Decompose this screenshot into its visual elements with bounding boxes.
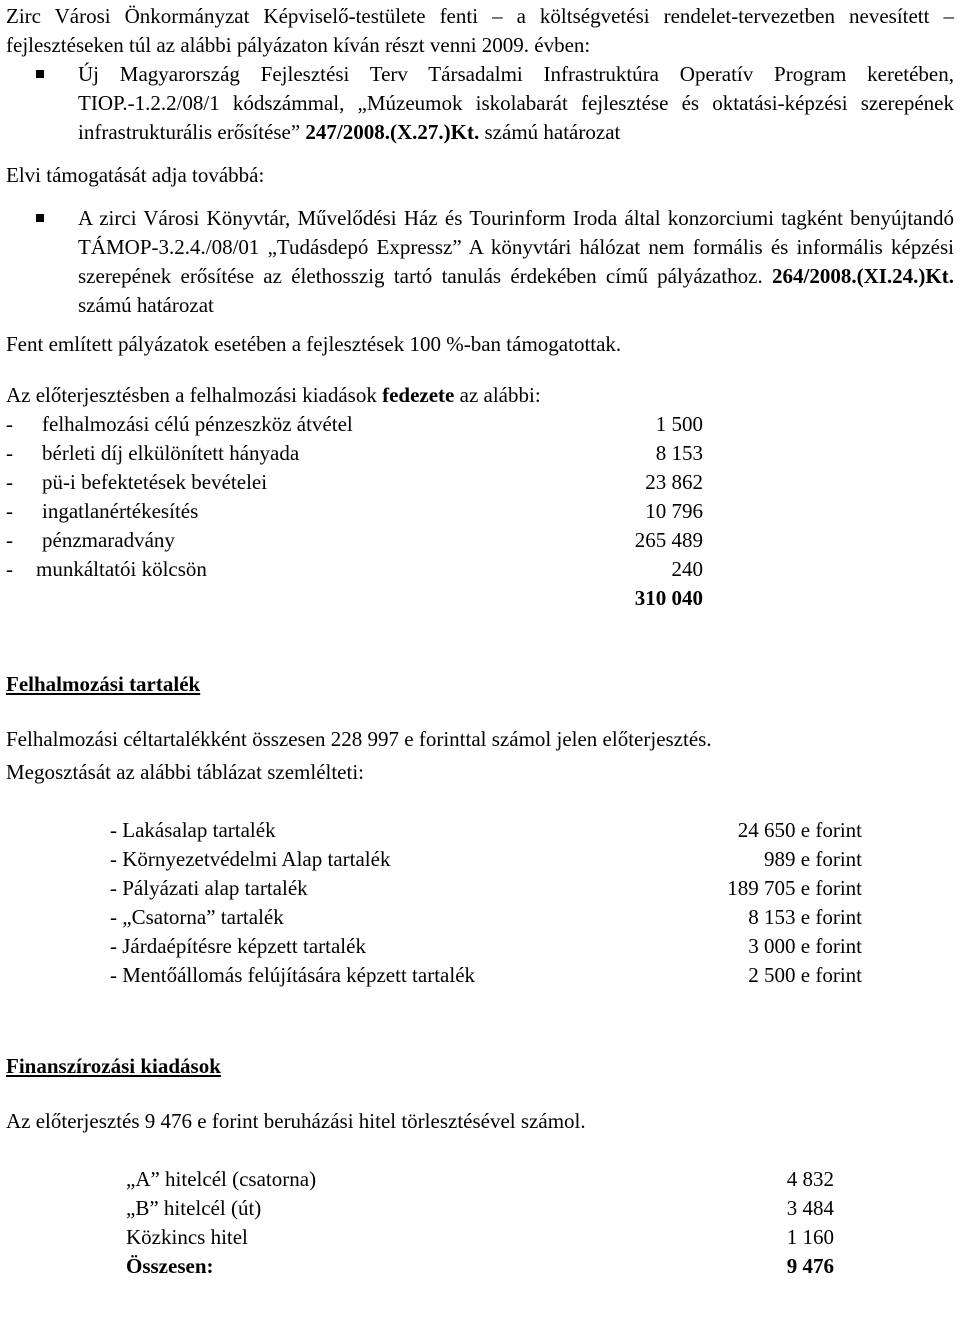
funding-value: 8 153 [655, 441, 703, 465]
funding-label: felhalmozási célú pénzeszköz átvétel [42, 412, 353, 436]
funding-total: 310 040 [634, 586, 703, 610]
funding-value: 23 862 [645, 470, 703, 494]
reserve-text: Felhalmozási céltartalékként összesen 228 997 e forinttal számol jelen előterjesztés. [6, 727, 712, 751]
funding-value: 240 [671, 557, 703, 581]
financing-label: „B” hitelcél (út) [126, 1196, 262, 1220]
bullet-tiop-suffix: számú határozat [484, 120, 621, 144]
table-row [126, 1165, 834, 1194]
financing-text: Az előterjesztés 9 476 e forint beruházási hitel törlesztésével számol. [6, 1109, 586, 1133]
list-item: - bérleti díj elkülönített hányada 8 153 [6, 439, 703, 468]
intro-paragraph: Zirc Városi Önkormányzat Képviselő-testülete fenti – a költségvetési rendelet-tervezetben nevesített – fejlesztéseken túl az alábbi pályázaton kíván részt venni 2009. évben: [6, 4, 954, 57]
reserve-label: - Környezetvédelmi Alap tartalék [110, 847, 391, 871]
bullet-tiop-resolution: 247/2008.(X.27.)Kt. [305, 120, 480, 144]
list-item: - felhalmozási célú pénzeszköz átvétel 1 500 [6, 410, 703, 439]
funding-intro [6, 381, 954, 410]
list-item: - pü-i befektetések bevételei 23 862 [6, 468, 703, 497]
table-row [110, 961, 862, 990]
reserve-label: - Mentőállomás felújítására képzett tartalék [110, 963, 476, 987]
table-row [110, 845, 862, 874]
document-page [6, 2, 954, 1281]
table-row [110, 816, 862, 845]
list-item: - ingatlanértékesítés 10 796 [6, 497, 703, 526]
financing-value: 4 832 [786, 1167, 834, 1191]
reserve-label: - „Csatorna” tartalék [110, 905, 284, 929]
table-row [110, 932, 862, 961]
reserve-value: 3 000 e forint [748, 934, 862, 958]
funding-label: pénzmaradvány [42, 528, 175, 552]
funding-intro-bold: fedezete [382, 383, 455, 407]
funding-value: 1 500 [655, 412, 703, 436]
list-item: - pénzmaradvány 265 489 [6, 526, 703, 555]
reserve-label: - Járdaépítésre képzett tartalék [110, 934, 366, 958]
bullet-tamop-resolution: 264/2008.(XI.24.)Kt. [772, 264, 955, 288]
table-row [110, 903, 862, 932]
bullet-tamop-suffix: számú határozat [78, 293, 214, 317]
support-note: Fent említett pályázatok esetében a fejlesztések 100 %-ban támogatottak. [6, 332, 622, 356]
reserve-value: 8 153 e forint [748, 905, 862, 929]
funding-label: bérleti díj elkülönített hányada [42, 441, 300, 465]
financing-label: „A” hitelcél (csatorna) [126, 1167, 317, 1191]
funding-intro-text: Az előterjesztésben a felhalmozási kiadások [6, 383, 377, 407]
bullet-tiop [6, 60, 954, 147]
funding-value: 265 489 [634, 528, 703, 552]
financing-value: 3 484 [786, 1196, 834, 1220]
support-intro: Elvi támogatását adja továbbá: [6, 163, 265, 187]
financing-total-label: Összesen: [126, 1254, 214, 1278]
financing-total-value: 9 476 [786, 1254, 834, 1278]
reserve-table [110, 816, 862, 990]
financing-label: Közkincs hitel [126, 1225, 248, 1249]
financing-value: 1 160 [786, 1225, 834, 1249]
financing-total-row [126, 1252, 834, 1281]
funding-label: munkáltatói kölcsön [36, 557, 207, 581]
reserve-label: - Lakásalap tartalék [110, 818, 276, 842]
reserve-value: 989 e forint [764, 847, 862, 871]
financing-table [126, 1165, 834, 1281]
list-item: - munkáltatói kölcsön 240 [6, 555, 703, 584]
reserve-label: - Pályázati alap tartalék [110, 876, 308, 900]
reserve-table-intro: Megosztását az alábbi táblázat szemlélteti: [6, 760, 365, 784]
funding-total-row [6, 584, 703, 613]
reserve-heading: Felhalmozási tartalék [6, 672, 201, 696]
square-bullet-icon [36, 70, 44, 78]
table-row [126, 1194, 834, 1223]
financing-heading: Finanszírozási kiadások [6, 1054, 221, 1078]
funding-label: pü-i befektetések bevételei [42, 470, 268, 494]
reserve-value: 189 705 e forint [727, 876, 862, 900]
table-row [126, 1223, 834, 1252]
square-bullet-icon [36, 214, 44, 222]
reserve-value: 24 650 e forint [737, 818, 862, 842]
funding-list [6, 410, 703, 613]
bullet-tamop-text: A zirci Városi Könyvtár, Művelődési Ház és Tourinform Iroda által konzorciumi tagként benyújtandó TÁMOP-3.2.4./08/01 „Tudásdepó Expressz” A könyvtári hálózat nem formális és informális képzési szerepének erősítése az élethosszig tartó tanulás érdekében című pályázathoz. [78, 206, 954, 288]
funding-label: ingatlanértékesítés [42, 499, 199, 523]
bullet-tiop-text: Új Magyarország Fejlesztési Terv Társadalmi Infrastruktúra Operatív Program keretében, TIOP.-1.2.2/08/1 kódszámmal, „Múzeumok iskolabarát fejlesztése és oktatási-képzési szerepének infrastrukturális erősítése” [78, 62, 954, 144]
funding-intro-suffix: az alábbi: [459, 383, 541, 407]
table-row [110, 874, 862, 903]
bullet-tamop [6, 204, 954, 320]
reserve-value: 2 500 e forint [748, 963, 862, 987]
funding-value: 10 796 [645, 499, 703, 523]
